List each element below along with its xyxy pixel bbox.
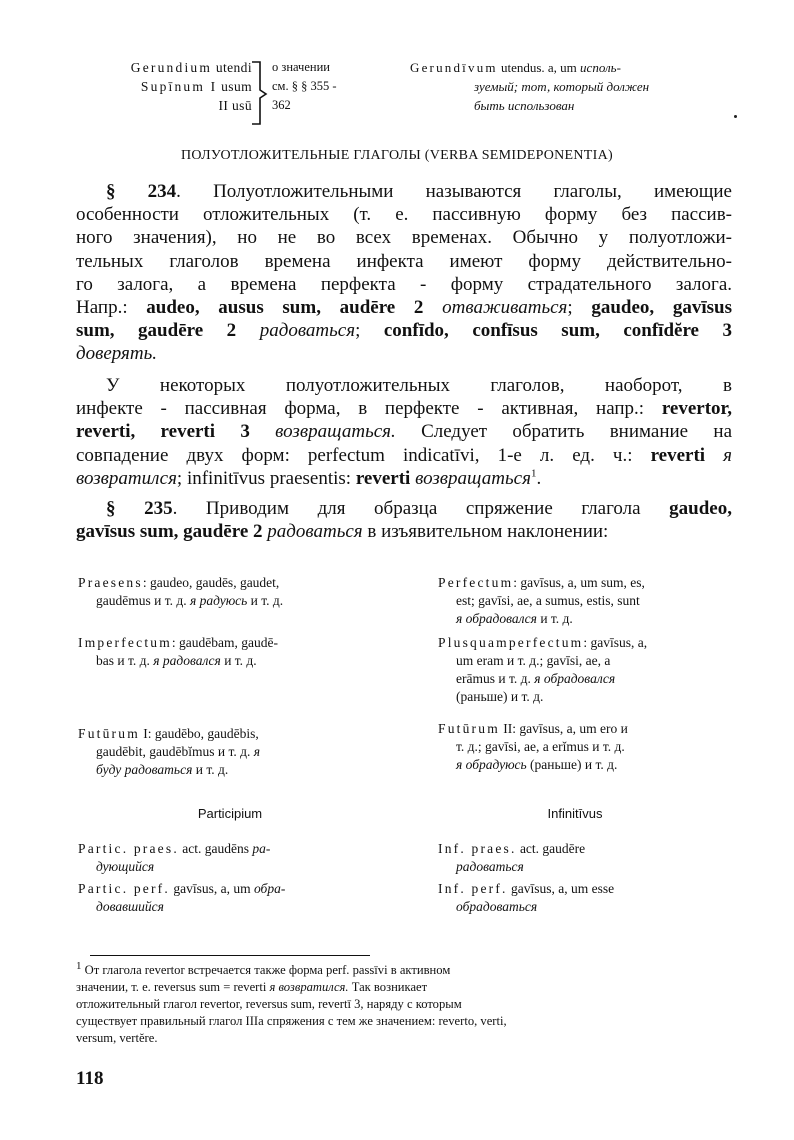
latin-term: II usū (218, 98, 252, 113)
paragraph-note (76, 374, 732, 490)
text-line: ного значения), но не во всех временах. Обычно у полуотложи- (76, 227, 732, 249)
text-line: инфекте - пассивная форма, в перфекте - активная, напр.: revertor, (76, 398, 732, 420)
text-line: совпадение двух форм: perfectum indicatīvi, 1-е л. ед. ч.: reverti я (76, 444, 732, 466)
paragraph-235 (76, 497, 732, 543)
conj-line: Futūrum I: gaudēbo, gaudēbis, (78, 726, 259, 741)
footnote (76, 959, 746, 1047)
footnote-divider (90, 955, 370, 956)
reference-line: о значении (272, 60, 330, 74)
plusquamperfectum-block (438, 634, 738, 706)
conj-line: erāmus и т. д. я обрадовался (456, 671, 616, 686)
conj-line: буду радоваться и т. д. (96, 762, 229, 777)
latin-term: Supīnum I usum (140, 79, 252, 94)
conj-line: обрадоваться (456, 899, 538, 914)
right-brace-icon (250, 60, 270, 126)
gerundivum-line: зуемый; тот, который должен (474, 79, 650, 94)
latin-terms-column (74, 58, 252, 115)
gerundivum-column (410, 58, 740, 115)
praesens-block (78, 574, 364, 610)
conj-line: Partic. perf. gavīsus, a, um обра- (78, 881, 286, 896)
text-line: sum, gaudēre 2 радоваться; confīdo, confīsus sum, confīdĕre 3 (76, 320, 732, 342)
conj-line: est; gavīsi, ae, a sumus, estis, sunt (456, 593, 640, 608)
footnote-line: отложительный глагол revertor, reversus sum, revertī 3, наряду с которым (76, 997, 462, 1011)
futurum-2-block (438, 720, 738, 774)
conj-line: я обрадовался и т. д. (456, 611, 573, 626)
text-line: тельных глаголов времена инфекта имеют форму действительно- (76, 250, 732, 272)
reference-column (272, 58, 392, 115)
conj-line: (раньше) и т. д. (456, 689, 544, 704)
gerundivum-line: быть использован (474, 98, 575, 113)
text-line: gavīsus sum, gaudēre 2 радоваться в изъявительном наклонении: (76, 521, 609, 543)
footnote-line: $^1$ От глагола revertor встречается также форма perf. passīvi в активном (76, 959, 451, 977)
conj-line: Inf. praes. act. gaudēre (438, 841, 586, 856)
futurum-1-block (78, 725, 364, 779)
text-line: доверять. (76, 343, 157, 365)
gerundivum-line: Gerundīvum utendus. a, um исполь- (410, 60, 621, 75)
text-line: § 234. Полуотложительными называются глаголы, имеющие (106, 181, 732, 202)
participle-perfect-block (78, 880, 364, 916)
latin-term: Gerundium utendi (130, 60, 252, 75)
conj-line: я обрадуюсь (раньше) и т. д. (456, 757, 618, 772)
margin-dot (734, 115, 737, 118)
conj-line: Inf. perf. gavīsus, a, um esse (438, 881, 615, 896)
conj-line: gaudēbit, gaudēbĭmus и т. д. я (96, 744, 260, 759)
conj-line: довавшийся (96, 899, 164, 914)
conj-line: Partic. praes. act. gaudēns ра- (78, 841, 271, 856)
infinitive-perfect-block (438, 880, 738, 916)
footnote-line: существует правильный глагол IIIa спряжения с тем же значением: reverto, verti, (76, 1014, 507, 1028)
text-line: § 235. Приводим для образца спряжение глагола gaudeo, (106, 498, 732, 519)
text-line: особенности отложительных (т. е. пассивную форму без пассив- (76, 204, 732, 226)
conj-line: т. д.; gavīsi, ae, a erĭmus и т. д. (456, 739, 625, 754)
page-number: 118 (76, 1068, 104, 1089)
text-line: У некоторых полуотложительных глаголов, наоборот, в (106, 375, 732, 396)
text-line: Напр.: audeo, ausus sum, audēre 2 отваживаться; gaudeo, gavīsus (76, 296, 732, 318)
infinitivus-heading: Infinitīvus (547, 806, 603, 821)
imperfectum-block (78, 634, 364, 670)
text-line: reverti, reverti 3 возвращаться. Следует обратить внимание на (76, 421, 733, 443)
top-reference-table (74, 58, 744, 130)
conj-line: Imperfectum: gaudēbam, gaudē- (78, 635, 279, 650)
conj-line: um eram и т. д.; gavīsi, ae, a (456, 653, 611, 668)
perfectum-block (438, 574, 738, 628)
text-line: возвратился; infinitīvus praesentis: reverti возвращаться$^1$. (76, 467, 542, 489)
conj-line: gaudēmus и т. д. я радуюсь и т. д. (96, 593, 284, 608)
reference-line: 362 (272, 98, 291, 112)
conj-line: bas и т. д. я радовался и т. д. (96, 653, 257, 668)
conj-line: Praesens: gaudeo, gaudēs, gaudet, (78, 575, 280, 590)
reference-line: см. § § 355 - (272, 79, 337, 93)
section-heading: ПОЛУОТЛОЖИТЕЛЬНЫЕ ГЛАГОЛЫ (VERBA SEMIDEPONENTIA) (181, 148, 613, 163)
footnote-line: значении, т. е. reversus sum = reverti я возвратился. Так возникает (76, 980, 428, 994)
text-line: го залога, а времена перфекта - форму страдательного залога. (76, 273, 732, 295)
conj-line: Perfectum: gavīsus, a, um sum, es, (438, 575, 645, 590)
infinitive-present-block (438, 840, 738, 876)
conj-line: радоваться (456, 859, 524, 874)
conj-line: Futūrum II: gavīsus, a, um ero и (438, 721, 628, 736)
footnote-line: versum, vertĕre. (76, 1031, 158, 1045)
conj-line: дующийся (96, 859, 155, 874)
conj-line: Plusquamperfectum: gavīsus, a, (438, 635, 648, 650)
participle-present-block (78, 840, 364, 876)
paragraph-234 (76, 180, 732, 366)
participium-heading: Participium (197, 806, 263, 821)
